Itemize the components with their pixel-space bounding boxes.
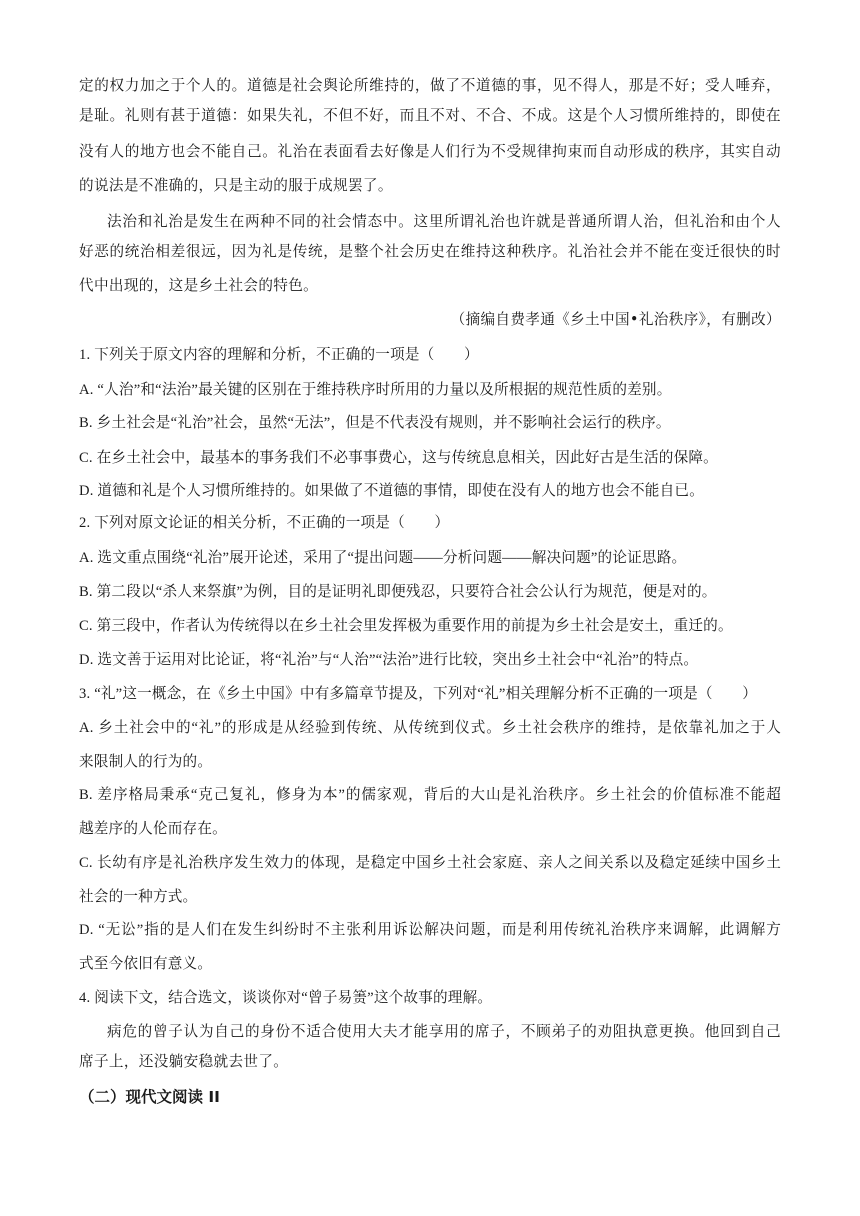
question-1-option-d: D. 道德和礼是个人习惯所维持的。如果做了不道德的事情，即使在没有人的地方也会不能自已。 — [79, 483, 704, 499]
question-4-passage-line-2: 席子上，还没躺安稳就去世了。 — [79, 1053, 289, 1070]
question-2-option-d: D. 选文善于运用对比论证，将“礼治”与“人治”“法治”进行比较，突出乡土社会中“礼治”的特点。 — [79, 652, 699, 668]
passage-p1-line-3: 没有人的地方也会不能自己。礼治在表面看去好像是人们行为不受规律拘束而自动形成的秩序，其实自动 — [79, 143, 781, 160]
question-4-passage-line-1: 病危的曾子认为自己的身份不适合使用大夫才能享用的席子，不顾弟子的劝阻执意更换。他回到自己 — [107, 1023, 781, 1040]
question-2-option-c: C. 第三段中，作者认为传统得以在乡土社会里发挥极为重要作用的前提为乡土社会是安土，重迁的。 — [79, 618, 733, 634]
question-1-option-b: B. 乡土社会是“礼治”社会，虽然“无法”，但是不代表没有规则，并不影响社会运行的秩序。 — [79, 415, 671, 431]
question-4-stem: 4. 阅读下文，结合选文，谈谈你对“曾子易箦”这个故事的理解。 — [79, 990, 493, 1006]
passage-p2-line-3: 代中出现的，这是乡土社会的特色。 — [79, 277, 319, 294]
question-3-option-d-line-1: D. “无讼”指的是人们在发生纠纷时不主张利用诉讼解决问题，而是利用传统礼治秩序来调解，此调解方 — [79, 922, 781, 938]
question-2-option-b: B. 第二段以“杀人来祭旗”为例，目的是证明礼即便残忍，只要符合社会公认行为规范，便是对的。 — [79, 584, 717, 600]
question-3-option-b-line-1: B. 差序格局秉承“克己复礼，修身为本”的儒家观，背后的大山是礼治秩序。乡土社会的价值标准不能超 — [79, 787, 781, 803]
question-1-stem: 1. 下列关于原文内容的理解和分析，不正确的一项是（ ） — [79, 347, 479, 363]
question-2-option-a: A. 选文重点围绕“礼治”展开论述，采用了“提出问题——分析问题——解决问题”的论证思路。 — [79, 550, 687, 566]
question-3-option-c-line-2: 社会的一种方式。 — [79, 889, 198, 905]
passage-p1-line-4: 的说法是不准确的，只是主动的服于成规罢了。 — [79, 177, 393, 194]
passage-p2-line-2: 好恶的统治相差很远，因为礼是传统，是整个社会历史在维持这种秩序。礼治社会并不能在变迁很快的时 — [79, 243, 781, 260]
question-1-option-c: C. 在乡土社会中，最基本的事务我们不必事事费心，这与传统息息相关，因此好古是生活的保障。 — [79, 450, 718, 466]
passage-p2-line-1: 法治和礼治是发生在两种不同的社会情态中。这里所谓礼治也许就是普通所谓人治，但礼治和由个人 — [107, 213, 781, 230]
question-3-option-a-line-2: 来限制人的行为的。 — [79, 754, 213, 770]
question-3-option-c-line-1: C. 长幼有序是礼治秩序发生效力的体现，是稳定中国乡土社会家庭、亲人之间关系以及稳定延续中国乡土 — [79, 855, 781, 871]
passage-p1-line-2: 是耻。礼则有甚于道德：如果失礼，不但不好，而且不对、不合、不成。这是个人习惯所维持的，即使在 — [79, 107, 781, 124]
question-3-stem: 3. “礼”这一概念，在《乡土中国》中有多篇章节提及，下列对“礼”相关理解分析不正确的一项是（ ） — [79, 686, 758, 702]
passage-p1-line-1: 定的权力加之于个人的。道德是社会舆论所维持的，做了不道德的事，见不得人，那是不好；受人唾弃， — [79, 77, 781, 94]
question-2-stem: 2. 下列对原文论证的相关分析，不正确的一项是（ ） — [79, 515, 450, 531]
question-3-option-a-line-1: A. 乡土社会中的“礼”的形成是从经验到传统、从传统到仪式。乡土社会秩序的维持，是依靠礼加之于人 — [79, 720, 781, 736]
question-3-option-b-line-2: 越差序的人伦而存在。 — [79, 821, 227, 837]
passage-source: （摘编自费孝通《乡土中国•礼治秩序》，有删改） — [450, 311, 781, 328]
section-heading: （二）现代文阅读 II — [79, 1088, 220, 1106]
question-3-option-d-line-2: 式至今依旧有意义。 — [79, 956, 213, 972]
question-1-option-a: A. “人治”和“法治”最关键的区别在于维持秩序时所用的力量以及所根据的规范性质的差别。 — [79, 382, 672, 398]
